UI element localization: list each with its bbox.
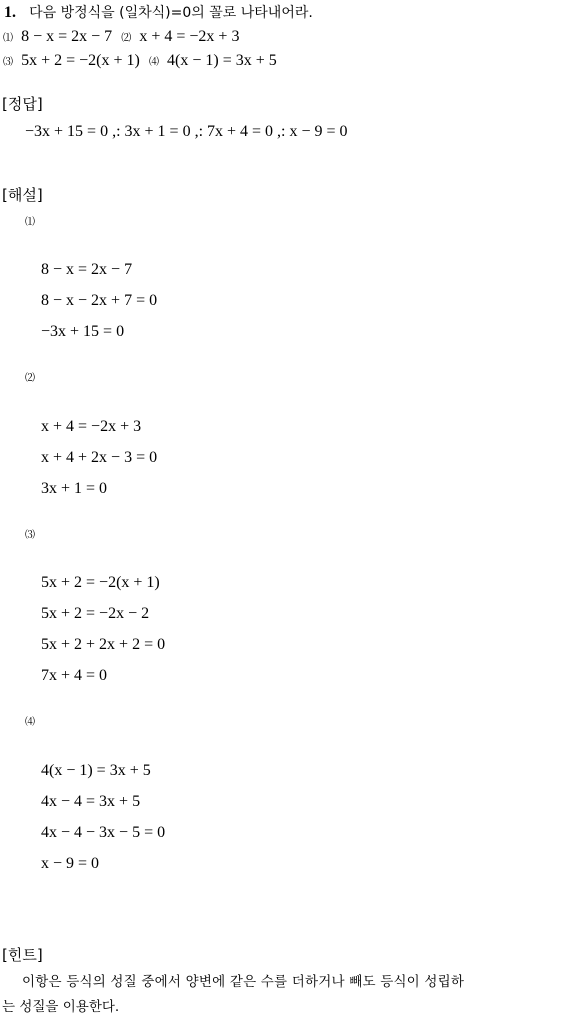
hint-heading: [힌트] xyxy=(2,946,43,964)
hint-line-2: 는 성질을 이용한다. xyxy=(2,999,120,1015)
problem-items-row-2 xyxy=(3,52,277,69)
solution-step: −3x + 15 = 0 xyxy=(41,323,125,340)
item-label: ⑴ xyxy=(3,33,13,44)
item-expr: 5x + 2 = −2(x + 1) xyxy=(21,52,140,69)
item-label: ⑷ xyxy=(148,57,159,68)
solution-step: 4x − 4 = 3x + 5 xyxy=(41,793,141,810)
solution-step: x + 4 = −2x + 3 xyxy=(41,418,142,435)
solution-step: x + 4 + 2x − 3 = 0 xyxy=(41,449,158,466)
problem-number: 1. xyxy=(4,4,16,21)
solution-step: 5x + 2 + 2x + 2 = 0 xyxy=(41,636,166,653)
item-expr: x + 4 = −2x + 3 xyxy=(139,28,240,45)
solution-part-label: ⑵ xyxy=(25,373,35,384)
solution-step: 8 − x − 2x + 7 = 0 xyxy=(41,292,158,309)
solution-step: 7x + 4 = 0 xyxy=(41,667,108,684)
solution-step: 8 − x = 2x − 7 xyxy=(41,261,133,278)
solution-part-label: ⑷ xyxy=(25,717,35,728)
hint-line-1: 이항은 등식의 성질 중에서 양변에 같은 수를 더하거나 빼도 등식이 성립하 xyxy=(22,974,465,990)
solution-part-label: ⑴ xyxy=(25,217,35,228)
problem-prompt: 다음 방정식을 (일차식)=0의 꼴로 나타내어라. xyxy=(29,5,313,21)
solution-step: x − 9 = 0 xyxy=(41,855,100,872)
solution-part-label: ⑶ xyxy=(25,530,35,541)
answer-heading: [정답] xyxy=(2,95,43,113)
item-label: ⑶ xyxy=(3,57,13,68)
problem-header xyxy=(4,4,313,21)
solution-step: 5x + 2 = −2x − 2 xyxy=(41,605,150,622)
solution-heading: [해설] xyxy=(2,186,43,204)
solution-step: 4x − 4 − 3x − 5 = 0 xyxy=(41,824,166,841)
solution-step: 3x + 1 = 0 xyxy=(41,480,108,497)
answer-text: −3x + 15 = 0 ,: 3x + 1 = 0 ,: 7x + 4 = 0 ,: x − 9 = 0 xyxy=(25,123,348,140)
solution-step: 4(x − 1) = 3x + 5 xyxy=(41,762,151,779)
item-expr: 4(x − 1) = 3x + 5 xyxy=(167,52,277,69)
problem-items-row-1 xyxy=(3,28,239,45)
solution-step: 5x + 2 = −2(x + 1) xyxy=(41,574,160,591)
item-expr: 8 − x = 2x − 7 xyxy=(21,28,113,45)
item-label: ⑵ xyxy=(121,33,132,44)
